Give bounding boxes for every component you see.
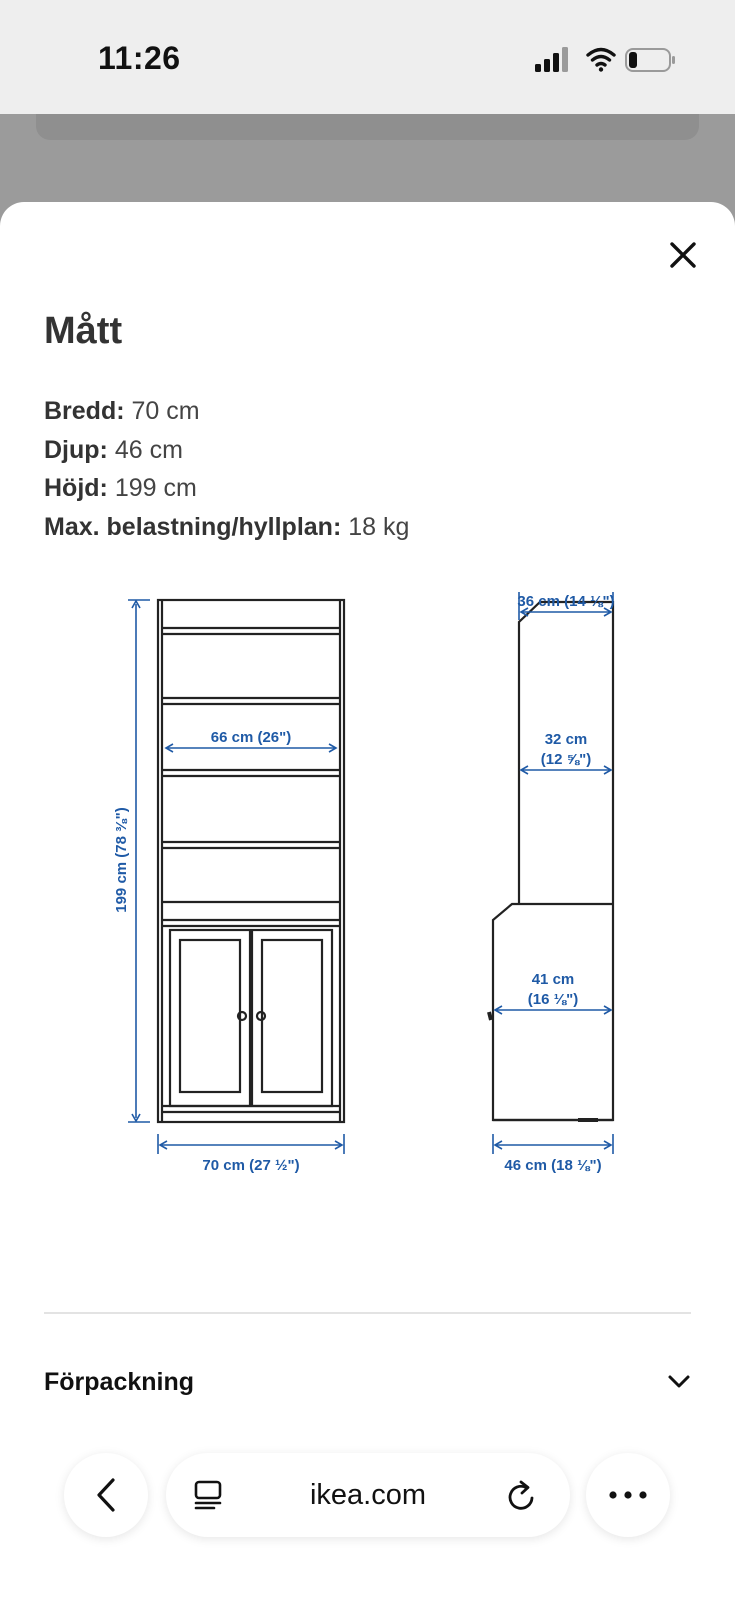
spec-depth — [44, 431, 409, 470]
dimension-diagram — [0, 592, 735, 1222]
front-inner-width-label: 66 cm (26") — [210, 729, 292, 746]
side-upper-depth-label: 32 cm — [544, 731, 588, 748]
front-view — [158, 600, 344, 1122]
dimension-labels — [113, 593, 615, 1174]
side-lower-depth-label: 41 cm — [531, 971, 575, 988]
section-label: Förpackning — [44, 1367, 195, 1396]
battery-icon — [626, 49, 675, 71]
back-icon — [94, 1477, 118, 1513]
signal-icon — [535, 47, 568, 72]
dimension-lines — [128, 592, 613, 1154]
more-icon — [608, 1490, 648, 1500]
side-depth-label: 46 cm (18 ⅛") — [504, 1157, 602, 1174]
status-icons — [535, 44, 675, 78]
spec-label: Max. belastning/hyllplan: — [44, 512, 342, 541]
dimmed-page-element — [36, 114, 699, 140]
status-bar — [0, 0, 735, 114]
spec-label: Höjd: — [44, 474, 108, 502]
spec-max-load — [44, 508, 409, 547]
chevron-down-icon — [667, 1374, 691, 1390]
spec-height — [44, 469, 409, 508]
packaging-section-toggle[interactable] — [44, 1352, 691, 1412]
front-height-label: 199 cm (78 ⅜") — [113, 807, 130, 913]
spec-value: 18 kg — [348, 512, 410, 541]
sheet-title: Mått — [44, 310, 123, 352]
spec-width — [44, 392, 409, 431]
spec-value: 70 cm — [131, 397, 200, 425]
url-text[interactable]: ikea.com — [309, 1479, 427, 1511]
spec-value: 199 cm — [114, 474, 197, 502]
browser-toolbar — [0, 1435, 735, 1535]
side-view — [489, 602, 613, 1120]
dimensions-sheet — [0, 202, 735, 1600]
spec-label: Bredd: — [44, 397, 125, 425]
close-icon — [669, 241, 697, 269]
spec-label: Djup: — [44, 435, 108, 464]
status-time: 11:26 — [98, 40, 181, 76]
wifi-icon — [588, 50, 614, 72]
spec-list — [44, 392, 409, 546]
more-button[interactable] — [586, 1453, 670, 1537]
side-upper-depth-imperial: (12 ⅝") — [540, 751, 592, 768]
front-width-label: 70 cm (27 ½") — [202, 1157, 300, 1174]
spec-value: 46 cm — [114, 435, 183, 464]
side-lower-depth-imperial: (16 ⅛") — [527, 991, 579, 1008]
reload-icon[interactable] — [506, 1479, 538, 1513]
close-button[interactable] — [664, 236, 702, 274]
side-top-depth-label: 36 cm (14 ⅛") — [517, 593, 615, 610]
address-bar[interactable] — [166, 1453, 570, 1537]
back-button[interactable] — [64, 1453, 148, 1537]
section-divider — [44, 1312, 691, 1314]
